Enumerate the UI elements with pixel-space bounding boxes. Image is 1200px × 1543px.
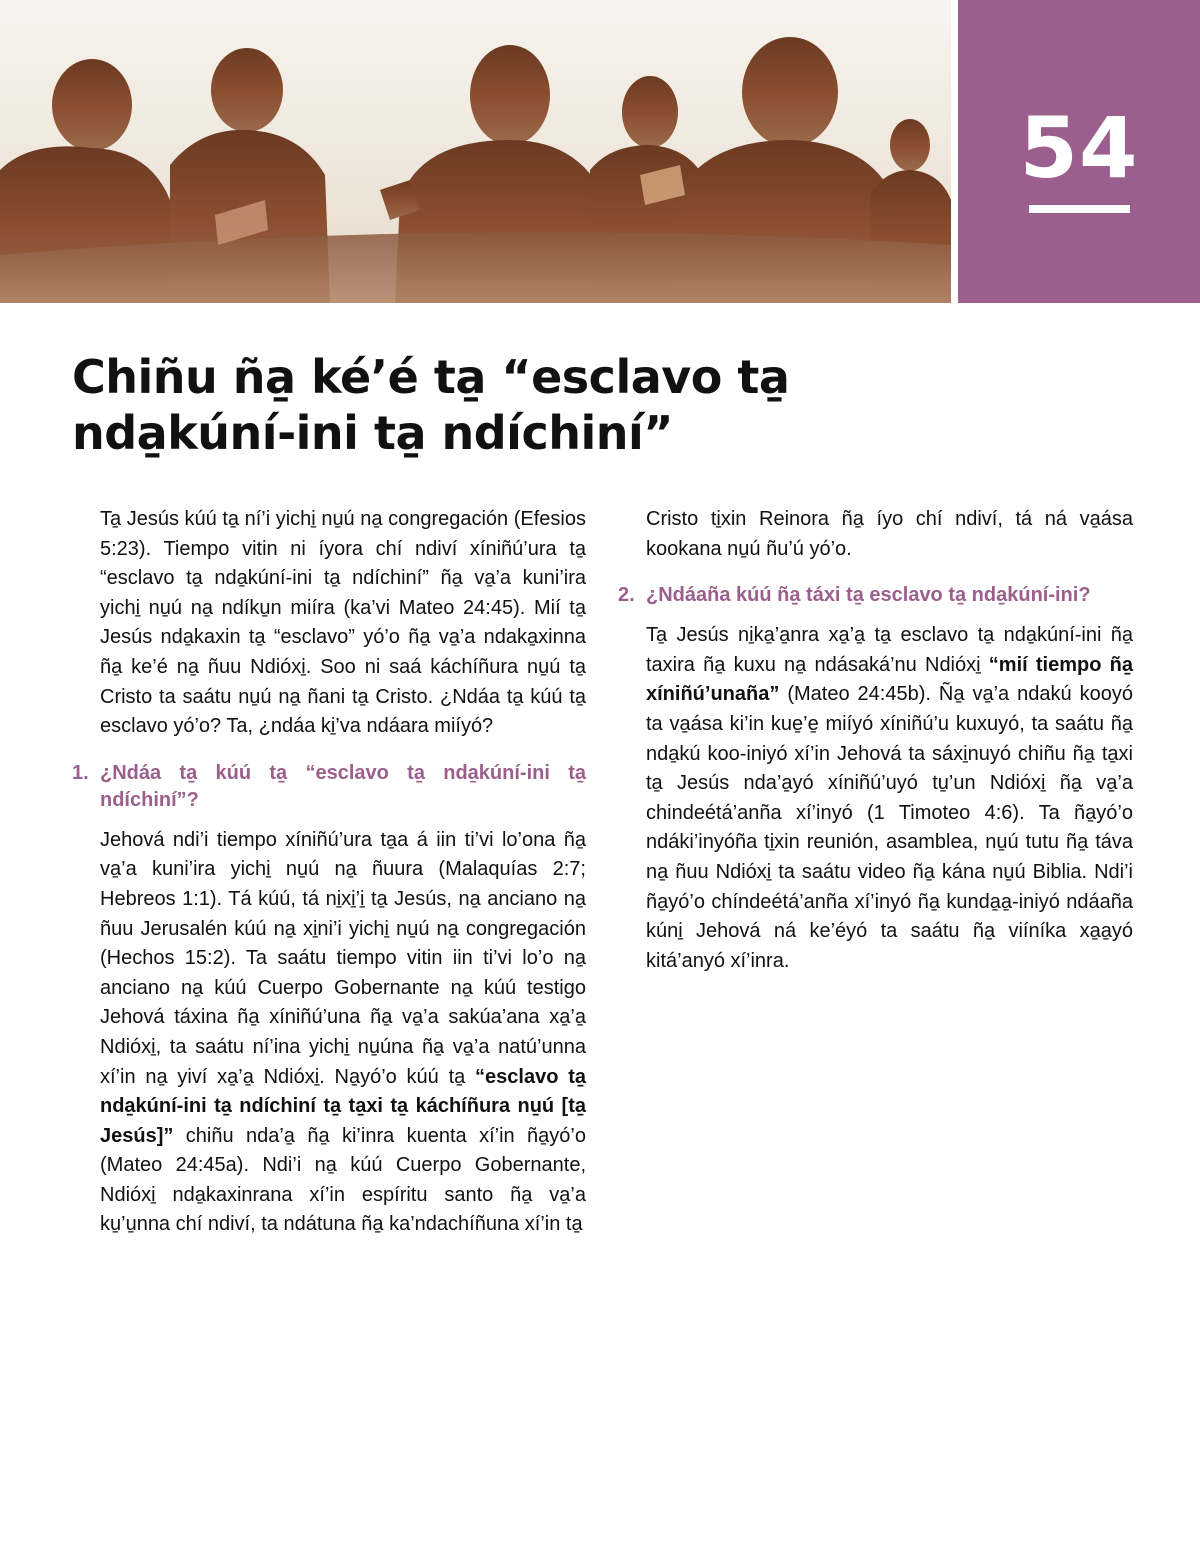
page-title: Chiñu ña̱ ké’é ta̱ “esclavo ta̱ nda̱kúní-ini ta̱ ndíchiní”	[72, 350, 790, 460]
section-1-text-a: Jehová ndi’i tiempo xíniñú’ura ta̱a á iin ti’vi lo’ona ña̱ va̱’a kuni’ira yichi̱ nu̱ú na̱ ñuura (Malaquías 2:7; Hebreos 1:1). Tá kúú, tá ni̱xi̱’i̱ ta̱ Jesús, na̱ anciano na̱ ñuu Jerusalén kúú na̱ xi̱ni’i yichi̱ nu̱ú na̱ congregación (Hechos 15:2). Ta saátu tiempo vitin iin ti’vi lo’o na̱ anciano na̱ kúú Cuerpo Gobernante na̱ kúú testigo Jehová táxina ña̱ xíniñú’una ña̱ va̱’a sakúa’ana xa̱’a̱ Ndióxi̱, ta saátu ní’ina yichi̱ nu̱úna ña̱ va̱’a natú’unna xí’in na̱ yiví xa̱’a̱ Ndióxi̱. Na̱yó’o kúú ta̱	[100, 828, 586, 1088]
lesson-number: 54	[1019, 99, 1139, 197]
lesson-number-badge	[958, 0, 1200, 303]
left-column	[72, 505, 586, 1240]
question-2-text: ¿Ndáaña kúú ña̱ táxi ta̱ esclavo ta̱ nda̱kúní-ini?	[646, 584, 1091, 607]
section-2-text-a: Ta̱ Jesús ni̱ka̱’a̱nra xa̱’a̱ ta̱ esclavo ta̱ nda̱kúní-ini ña̱ taxira ña̱ kuxu na̱ ndásaká’nu Ndióxi̱	[646, 624, 1133, 676]
section-2-text-b: (Mateo 24:45b). Ña̱ va̱’a ndakú kooyó ta va̱ása ki’in kue̱’e̱ miíyó xíniñú’u kuxuyó, ta saátu ña̱ nda̱kú koo-iniyó xí’in Jehová ta sáxi̱nuyó chiñu ña̱ ta̱xi ta̱ Jesús nda’a̱yó xíniñú’uyó tu̱’un Ndióxi̱ ña̱ va̱’a chindeétá’anña xí’inyó (1 Timoteo 4:6). Ta ña̱yó’o ndáki’inyóña ti̱xin reunión, asamblea, nu̱ú tutu ña̱ táva na̱ ñuu Ndióxi̱ ta saátu video ña̱ kána nu̱ú Biblia. Ndi’i ña̱yó’o chíndeétá’anña xí’inyó ña̱ kunda̱a̱-iniyó ndáaña kúni̱ Jehová ná ke’éyó ta saátu ña̱ viíníka xa̱a̱yó kitá’anyó xí’inra.	[646, 683, 1133, 972]
section-1-paragraph-continued: Cristo ti̱xin Reinora ña̱ íyo chí ndiví, tá ná va̱ása kookana nu̱ú ñu’ú yó’o.	[646, 508, 1133, 560]
intro-paragraph: Ta̱ Jesús kúú ta̱ ní’i yichi̱ nu̱ú na̱ congregación (Efesios 5:23). Tiempo vitin ni íyora chí ndiví xíniñú’ura ta̱ “esclavo ta̱ nda̱kúní-ini ta̱ ndíchiní” ña̱ va̱’a kuni’ira yichi̱ nu̱ú na̱ ndíku̱n miíra (ka’vi Mateo 24:45). Mií ta̱ Jesús nda̱kaxin ta̱ “esclavo” yó’o ña̱ va̱’a ndaka̱xinna ña̱ ke’é na̱ ñuu Ndióxi̱. Soo ni saá káchíñura nu̱ú ta̱ Cristo ta saátu nu̱ú na̱ ñani ta̱ Cristo. ¿Ndáa ta̱ kúú ta̱ esclavo yó’o? Ta, ¿ndáa ki̱’va ndáara miíyó?	[100, 508, 586, 738]
question-1-heading	[72, 760, 586, 814]
question-2-heading	[618, 582, 1133, 609]
section-2-text-bold: “mií tiempo ña̱ xíniñú’unaña”	[646, 653, 1133, 706]
question-1-number: 1.	[72, 761, 89, 784]
section-1-text-b: chiñu nda’a̱ ña̱ ki’inra kuenta xí’in ña̱yó’o (Mateo 24:45a). Ndi’i na̱ kúú Cuerpo Gobernante, Ndióxi̱ nda̱kaxinrana xí’in espíritu santo ña̱ va̱’a ku̱’u̱nna chí ndiví, ta ndátuna ña̱ ka’ndachíñuna xí’in ta̱	[100, 1124, 586, 1236]
section-1-text-bold: “esclavo ta̱ nda̱kúní-ini ta̱ ndíchiní ta̱ ta̱xi ta̱ káchíñura nu̱ú [ta̱ Jesús]”	[100, 1065, 586, 1147]
question-2-number: 2.	[618, 584, 635, 607]
hero-image	[0, 0, 951, 303]
lesson-number-underline	[1029, 205, 1130, 213]
question-1-text: ¿Ndáa ta̱ kúú ta̱ “esclavo ta̱ nda̱kúní-ini ta̱ ndíchiní”?	[100, 761, 586, 811]
section-1-paragraph	[100, 826, 586, 1240]
right-column	[618, 505, 1133, 976]
elders-meeting-silhouette-illustration	[0, 0, 951, 303]
section-2-paragraph	[646, 621, 1133, 976]
